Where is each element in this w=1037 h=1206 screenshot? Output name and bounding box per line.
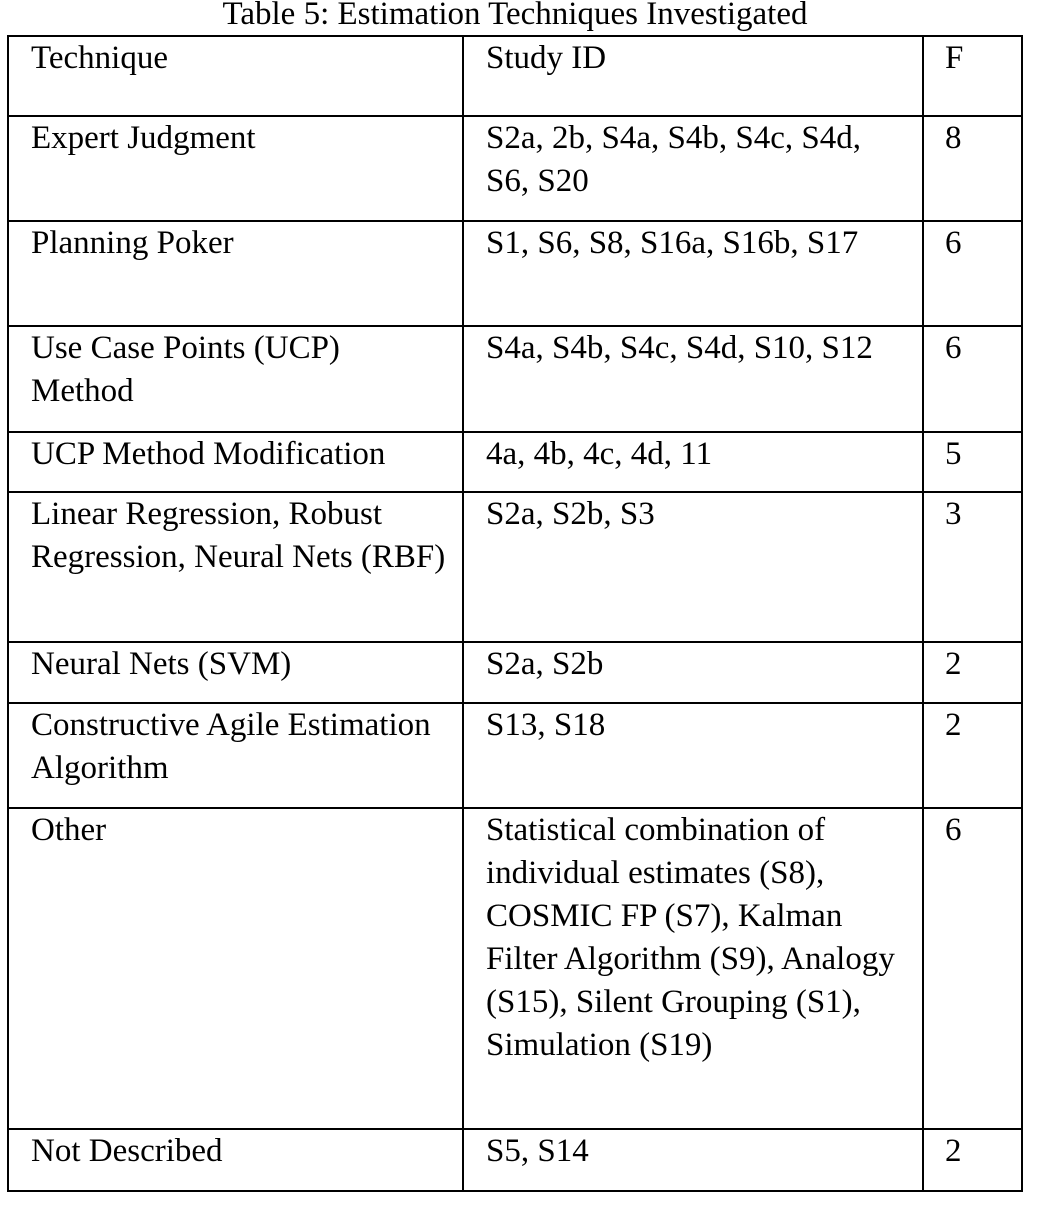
header-frequency: F xyxy=(923,36,1022,116)
technique-cell: Linear Regression, Robust Regression, Neural Nets (RBF) xyxy=(8,492,463,642)
frequency-cell: 6 xyxy=(923,221,1022,326)
frequency-cell: 2 xyxy=(923,1129,1022,1191)
table-row xyxy=(8,703,1022,808)
technique-cell: Use Case Points (UCP) Method xyxy=(8,326,463,432)
frequency-cell: 6 xyxy=(923,326,1022,432)
study-id-cell: S13, S18 xyxy=(463,703,923,808)
table-row xyxy=(8,116,1022,221)
table-row xyxy=(8,808,1022,1129)
table-header-row xyxy=(8,36,1022,116)
technique-cell: Planning Poker xyxy=(8,221,463,326)
technique-cell: Other xyxy=(8,808,463,1129)
study-id-cell: S4a, S4b, S4c, S4d, S10, S12 xyxy=(463,326,923,432)
technique-cell: Constructive Agile Estimation Algorithm xyxy=(8,703,463,808)
study-id-cell: 4a, 4b, 4c, 4d, 11 xyxy=(463,432,923,492)
technique-cell: Not Described xyxy=(8,1129,463,1191)
table-row xyxy=(8,432,1022,492)
technique-cell: UCP Method Modification xyxy=(8,432,463,492)
header-study-id: Study ID xyxy=(463,36,923,116)
technique-cell: Expert Judgment xyxy=(8,116,463,221)
technique-cell: Neural Nets (SVM) xyxy=(8,642,463,703)
study-id-cell: S2a, 2b, S4a, S4b, S4c, S4d, S6, S20 xyxy=(463,116,923,221)
study-id-cell: S2a, S2b xyxy=(463,642,923,703)
table-row xyxy=(8,221,1022,326)
frequency-cell: 2 xyxy=(923,642,1022,703)
study-id-cell: S2a, S2b, S3 xyxy=(463,492,923,642)
estimation-techniques-table xyxy=(7,35,1023,1192)
frequency-cell: 5 xyxy=(923,432,1022,492)
table-caption: Table 5: Estimation Techniques Investigated xyxy=(222,0,808,32)
header-technique: Technique xyxy=(8,36,463,116)
frequency-cell: 6 xyxy=(923,808,1022,1129)
study-id-cell: Statistical combination of individual estimates (S8), COSMIC FP (S7), Kalman Filter Algorithm (S9), Analogy (S15), Silent Grouping (S1), Simulation (S19) xyxy=(463,808,923,1129)
frequency-cell: 8 xyxy=(923,116,1022,221)
study-id-cell: S5, S14 xyxy=(463,1129,923,1191)
table-row xyxy=(8,492,1022,642)
frequency-cell: 2 xyxy=(923,703,1022,808)
table-row xyxy=(8,642,1022,703)
table-row xyxy=(8,1129,1022,1191)
study-id-cell: S1, S6, S8, S16a, S16b, S17 xyxy=(463,221,923,326)
frequency-cell: 3 xyxy=(923,492,1022,642)
table-row xyxy=(8,326,1022,432)
